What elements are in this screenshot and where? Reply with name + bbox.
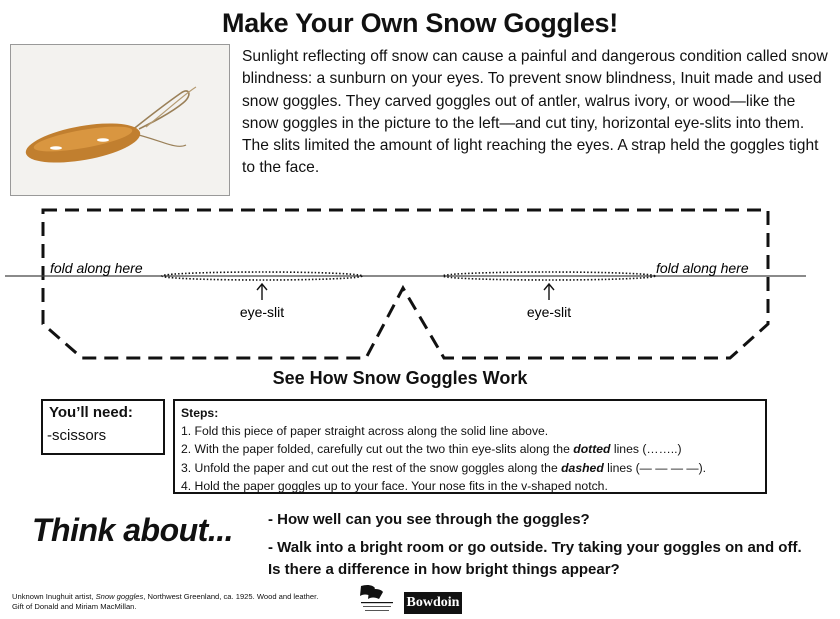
snow-goggles-photo	[10, 44, 230, 196]
eye-slit-label-left: eye-slit	[239, 304, 285, 320]
needs-title: You’ll need:	[49, 404, 133, 421]
dashed-cut-line	[43, 210, 768, 358]
bowdoin-logo: Bowdoin	[404, 592, 462, 614]
intro-paragraph: Sunlight reflecting off snow can cause a painful and dangerous condition called snow blindness: a sunburn on your eyes. To prevent snow blindness, Inuit made and used snow goggles. They carved goggles out of antler, walrus ivory, or wood—like the snow goggles in the picture to the left—and cut tiny, horizontal eye-slits into them. The slits limited the amount of light reaching the eyes. A strap held the goggles tight to the face.	[242, 48, 828, 177]
needs-item: -scissors	[47, 427, 107, 444]
steps-box	[173, 399, 767, 494]
arrow-up-icon	[257, 284, 267, 300]
section-title: See How Snow Goggles Work	[272, 368, 528, 388]
needs-box	[41, 399, 165, 455]
page-title: Make Your Own Snow Goggles!	[222, 8, 618, 38]
image-credit: Unknown Inughuit artist, Snow goggles, Northwest Greenland, ca. 1925. Wood and leather. Gift of Donald and Miriam MacMillan.	[12, 592, 319, 611]
fold-label-right: fold along here	[656, 260, 749, 276]
arrow-up-icon	[544, 284, 554, 300]
step-1: 1. Fold this piece of paper straight across along the solid line above.	[181, 424, 549, 439]
eye-slit-label-right: eye-slit	[526, 304, 572, 320]
step-2: 2. With the paper folded, carefully cut out the two thin eye-slits along the dotted lines (……..)	[181, 442, 682, 457]
question-2: - Walk into a bright room or go outside. Try taking your goggles on and off. Is there a difference in how bright things appear?	[268, 539, 802, 578]
think-about-heading: Think about...	[32, 512, 233, 548]
step-3: 3. Unfold the paper and cut out the rest of the snow goggles along the dashed lines (— — — —).	[181, 460, 707, 475]
steps-title: Steps:	[181, 406, 219, 420]
arctic-museum-logo	[357, 582, 397, 616]
goggles-cutout-template	[0, 200, 840, 365]
question-1: - How well can you see through the goggles?	[268, 511, 590, 528]
step-4: 4. Hold the paper goggles up to your face. Your nose fits in the v-shaped notch.	[181, 478, 608, 493]
fold-label-left: fold along here	[50, 260, 143, 276]
